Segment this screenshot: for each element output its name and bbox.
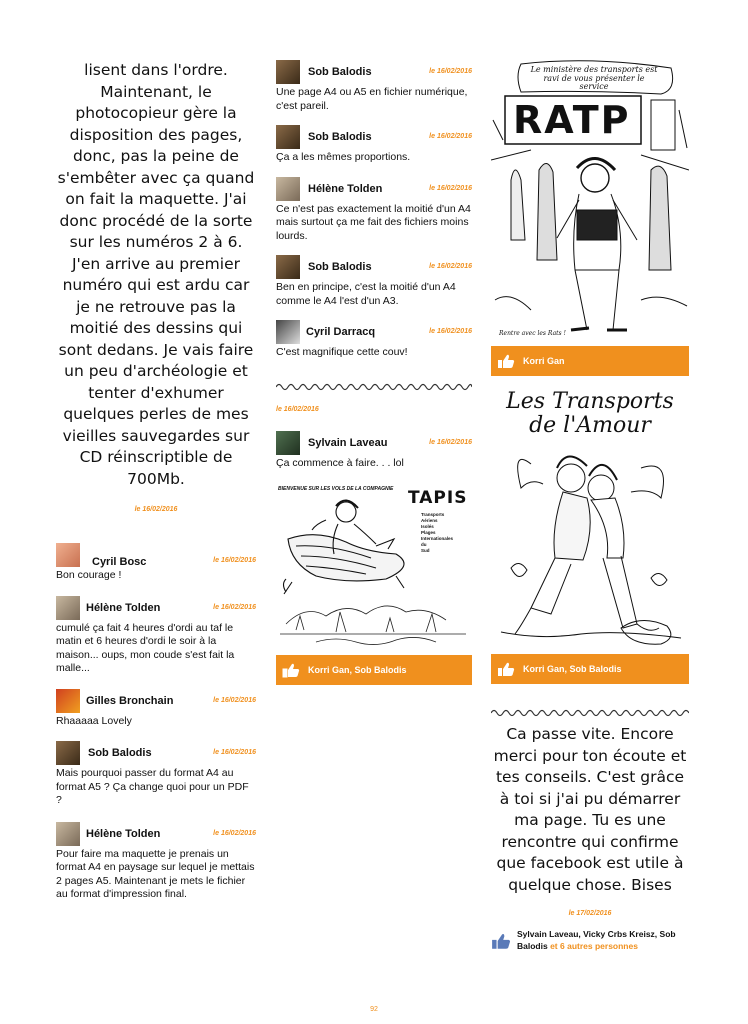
comment-author[interactable]: Cyril Darracq bbox=[306, 326, 376, 338]
comment-date: le 16/02/2016 bbox=[429, 133, 472, 140]
page-number-text: 92 bbox=[370, 1006, 378, 1013]
helene-tolden-avatar[interactable] bbox=[56, 822, 80, 846]
sob-balodis-avatar[interactable] bbox=[276, 125, 300, 149]
likes-names[interactable]: Korri Gan, Sob Balodis bbox=[523, 664, 622, 674]
gilles-bronchain-avatar[interactable] bbox=[56, 689, 80, 713]
tapis-subtitle: Transports Aériens Isolés Plages Internationales du Sud bbox=[421, 512, 454, 553]
post-likes-text[interactable] bbox=[517, 928, 689, 952]
comment-date: le 16/02/2016 bbox=[213, 829, 256, 837]
post-text: Ca passe vite. Encore merci pour ton écoute et tes conseils. C'est grâce à toi si j'ai pu démarrer ma page. Tu es une rencontre qui confirme que facebook est utile à quelque chose. Bises bbox=[493, 725, 687, 894]
comment-text: Bon courage ! bbox=[56, 569, 122, 581]
comment-date: le 16/02/2016 bbox=[429, 68, 472, 75]
comment-author[interactable]: Sob Balodis bbox=[88, 747, 152, 759]
ratp-illustration[interactable] bbox=[491, 60, 689, 342]
comment-text: Ça commence à faire. . . lol bbox=[276, 456, 404, 469]
comment-date: le 16/02/2016 bbox=[213, 696, 256, 704]
post-likes[interactable] bbox=[491, 928, 689, 952]
comment bbox=[276, 177, 472, 244]
post-date bbox=[491, 902, 689, 920]
thumbs-up-icon[interactable] bbox=[491, 932, 511, 950]
column-middle bbox=[276, 0, 472, 685]
thumbs-up-icon[interactable] bbox=[282, 662, 300, 678]
ratp-sign: RATP bbox=[513, 98, 631, 142]
comment-text: Ça a les mêmes proportions. bbox=[276, 151, 411, 163]
page-number bbox=[0, 998, 748, 1016]
comment-header bbox=[276, 320, 472, 344]
comment-header bbox=[276, 125, 472, 149]
post-date bbox=[276, 398, 472, 416]
likes-names[interactable]: Korri Gan bbox=[523, 356, 565, 366]
tapis-title: TAPIS bbox=[408, 488, 468, 508]
story-text: lisent dans l'ordre. Maintenant, le photocopieur gère la disposition des pages, donc, pas la peine de s'embêter avec ça quand on fait la maquette. J'ai donc procédé de la sorte sur les numéros 2 à 6. J'en arrive au premier numéro qui est ardu car je ne retrouve pas la moitié des dessins qui sont dedans. Je vais faire un peu d'archéologie et tenter d'exhumer quelques perles de mes vieilles sauvegardes sur CD réinscriptible de 700Mb. bbox=[57, 61, 255, 488]
sob-balodis-avatar[interactable] bbox=[56, 741, 80, 765]
likes-names[interactable]: Korri Gan, Sob Balodis bbox=[308, 665, 407, 675]
ratp-caption: Rentre avec les Rats ! bbox=[499, 330, 566, 337]
comment-author[interactable]: Sylvain Laveau bbox=[308, 436, 388, 449]
comment-date: le 16/02/2016 bbox=[213, 557, 256, 564]
comment-date: le 16/02/2016 bbox=[429, 438, 472, 446]
comment-text: Rhaaaaa Lovely bbox=[56, 714, 132, 727]
comment-text: Ben en principe, c'est la moitié d'un A4 comme le A4 l'est d'un A3. bbox=[276, 281, 456, 307]
likes-bar[interactable] bbox=[491, 654, 689, 684]
likes-bar[interactable] bbox=[276, 655, 472, 685]
comment bbox=[56, 689, 256, 729]
post-likes-names[interactable]: Sylvain Laveau, Vicky Crbs Kreisz, Sob Balodis bbox=[517, 929, 676, 951]
story-date-text: le 16/02/2016 bbox=[134, 506, 178, 513]
cyril-darracq-avatar[interactable] bbox=[276, 320, 300, 344]
comment-text: Ce n'est pas exactement la moitié d'un A4 mais surtout ça me fait des fichiers moins lourds. bbox=[276, 202, 471, 242]
comment-text: Une page A4 ou A5 en fichier numérique, c'est pareil. bbox=[276, 86, 468, 112]
ratp-speech-bubble: Le ministère des transports est ravi de vous présenter le service bbox=[530, 65, 658, 91]
comment-header bbox=[56, 741, 256, 765]
comment bbox=[56, 822, 256, 902]
comment-author[interactable]: Sob Balodis bbox=[308, 131, 372, 143]
cyril-bosc-avatar[interactable] bbox=[56, 543, 80, 567]
comment-header bbox=[56, 822, 256, 846]
sob-balodis-avatar[interactable] bbox=[276, 60, 300, 84]
tapis-illustration[interactable] bbox=[276, 484, 472, 649]
comment-author[interactable]: Gilles Bronchain bbox=[86, 694, 174, 707]
helene-tolden-avatar[interactable] bbox=[56, 596, 80, 620]
comment bbox=[276, 255, 472, 308]
comment-text: C'est magnifique cette couv! bbox=[276, 346, 408, 358]
comment bbox=[276, 60, 472, 113]
comment-author[interactable]: Sob Balodis bbox=[308, 261, 372, 273]
comment bbox=[56, 596, 256, 676]
post-date-text: le 16/02/2016 bbox=[276, 405, 319, 413]
comment-date: le 16/02/2016 bbox=[213, 603, 256, 611]
post-likes-others[interactable]: et 6 autres personnes bbox=[550, 941, 638, 951]
comment-author[interactable]: Cyril Bosc bbox=[92, 556, 147, 568]
comment-text: Pour faire ma maquette je prenais un format A4 en paysage sur lequel je mettais 2 pages A5. Maintenant je mets le fichier au format d'impression final. bbox=[56, 847, 255, 900]
wavy-divider bbox=[491, 708, 689, 718]
likes-bar[interactable] bbox=[491, 346, 689, 376]
sob-balodis-avatar[interactable] bbox=[276, 255, 300, 279]
comment-header bbox=[276, 177, 472, 201]
column-left bbox=[56, 0, 256, 902]
helene-tolden-avatar[interactable] bbox=[276, 177, 300, 201]
comment-header bbox=[56, 596, 256, 620]
comment-text: cumulé ça fait 4 heures d'ordi au taf le matin et 6 heures d'ordi le soir à la maison... oups, mon coude s'est fait la malle... bbox=[56, 621, 235, 674]
comment-header bbox=[276, 60, 472, 84]
post-date-text: le 17/02/2016 bbox=[568, 910, 612, 917]
flying-carpet-drawing bbox=[276, 484, 472, 649]
comment-date: le 16/02/2016 bbox=[429, 328, 472, 335]
comment-author[interactable]: Hélène Tolden bbox=[308, 182, 383, 195]
comment-author[interactable]: Sob Balodis bbox=[308, 66, 372, 78]
comment-date: le 16/02/2016 bbox=[429, 184, 472, 192]
comment-date: le 16/02/2016 bbox=[429, 263, 472, 270]
amour-illustration[interactable] bbox=[491, 388, 689, 650]
comment bbox=[56, 543, 256, 583]
amour-drawing bbox=[491, 388, 689, 650]
thumbs-up-icon[interactable] bbox=[497, 661, 515, 677]
comment bbox=[276, 320, 472, 360]
comment-author[interactable]: Hélène Tolden bbox=[86, 827, 161, 840]
column-right bbox=[491, 0, 689, 952]
comment-text: Mais pourquoi passer du format A4 au format A5 ? Ça change quoi pour un PDF ? bbox=[56, 767, 249, 806]
comment-author[interactable]: Hélène Tolden bbox=[86, 601, 161, 614]
comment bbox=[276, 125, 472, 165]
comment-header bbox=[276, 255, 472, 279]
wavy-divider bbox=[276, 382, 472, 392]
tapis-banner: BIENVENUE SUR LES VOLS DE LA COMPAGNIE bbox=[278, 486, 394, 492]
comment bbox=[56, 741, 256, 808]
story-date bbox=[56, 498, 256, 516]
sylvain-laveau-avatar[interactable] bbox=[276, 431, 300, 455]
comment-header bbox=[276, 431, 472, 455]
comment-date: le 16/02/2016 bbox=[213, 749, 256, 756]
comment-header bbox=[56, 543, 256, 567]
comment bbox=[276, 431, 472, 471]
comment-header bbox=[56, 689, 256, 713]
thumbs-up-icon[interactable] bbox=[497, 353, 515, 369]
amour-title: Les Transports de l'Amour bbox=[506, 389, 674, 438]
